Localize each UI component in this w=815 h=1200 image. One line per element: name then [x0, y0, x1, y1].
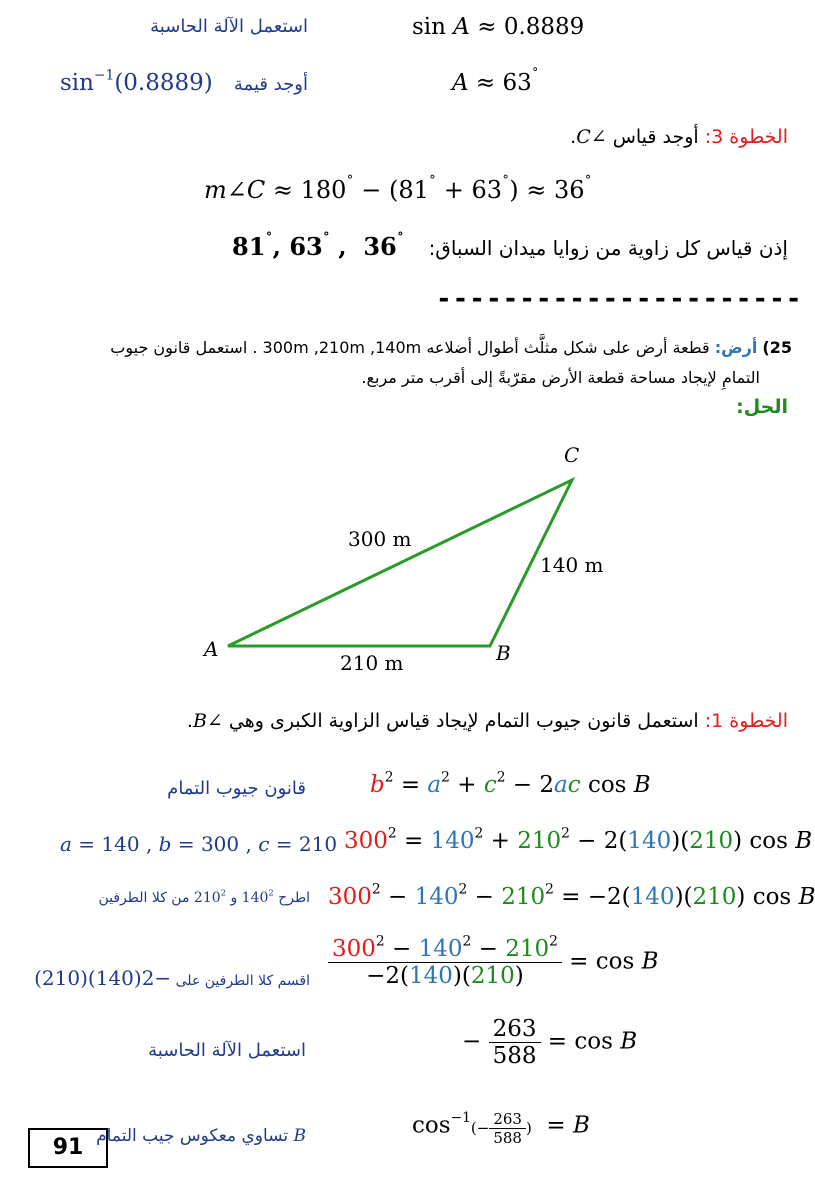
problem-text-1: قطعة أرض على شكل مثلَّث أطوال أضلاعه 300m ,210m ,140m . استعمل قانون جيوب	[110, 338, 710, 357]
divided-eq: $\frac{300^2 - 140^2 - 210^2}{-2(140)(210)}$ = cos B	[328, 936, 659, 989]
problem-line-1	[110, 338, 792, 357]
arcsin-expression: $\sin^{-1}(0.8889)$	[60, 67, 213, 96]
find-value-note: أوجد قيمة	[233, 74, 308, 95]
substituted-eq: $300^2 = 140^2 + 210^2 - 2(140)(210)$ cos B	[344, 825, 813, 854]
sin-a-equation: sin A ≈ 0.8889	[412, 14, 585, 40]
problem-number: 25)	[762, 338, 792, 357]
vertex-a-label: A	[204, 637, 219, 661]
calculator-note: استعمل الآلة الحاسبة	[150, 16, 308, 37]
side-bc-label: 140 m	[540, 553, 604, 577]
step1-text: استعمل قانون جيوب التمام لإيجاد قياس الزاوية الكبرى وهي ∠B.	[186, 710, 699, 732]
subtract-note: اطرح $140^2$ و $210^2$ من كلا الطرفين	[98, 887, 310, 906]
calculator-note-2: استعمل الآلة الحاسبة	[148, 1040, 306, 1061]
divide-note: اقسم كلا الطرفين على −2(140)(210)	[34, 966, 310, 990]
problem-topic: أرض:	[714, 338, 758, 357]
side-ac-label: 300 m	[348, 527, 412, 551]
triangle-shape	[228, 480, 572, 646]
page-number: 91	[28, 1128, 108, 1168]
law-of-cosines-note: قانون جيوب التمام	[167, 778, 306, 799]
step1-label: الخطوة 1:	[704, 710, 788, 732]
angles-answer: 81˚, 63˚ , 36˚	[232, 231, 404, 261]
side-ab-label: 210 m	[340, 651, 404, 675]
divided-fraction: $\frac{300^2 - 140^2 - 210^2}{-2(140)(210)}$	[328, 936, 562, 989]
vertex-c-label: C	[564, 443, 580, 467]
step3-text: أوجد قياس ∠C.	[570, 126, 699, 148]
step1-heading	[187, 710, 788, 732]
step3-heading	[570, 126, 788, 148]
problem-line-2: التمامِ لإيجاد مساحة قطعة الأرض مقرّبةً إلى أقرب متر مربع.	[361, 368, 760, 387]
angle-c-equation: m∠C ≈ 180˚ − (81˚ + 63˚) ≈ 36˚	[204, 175, 592, 204]
triangle-figure	[0, 420, 800, 720]
conclusion-text: إذن قياس كل زاوية من زوايا ميدان السباق:	[428, 236, 788, 260]
subtracted-eq: $300^2 - 140^2 - 210^2 = -2(140)(210)$ cos B	[328, 881, 815, 910]
inverse-cos-note: B تساوي معكوس جيب التمام	[96, 1126, 306, 1146]
side-values-note: a = 140 , b = 300 , c = 210	[60, 832, 338, 856]
step3-label: الخطوة 3:	[704, 126, 788, 148]
cos-b-value-eq: − $\frac{263}{588}$ = cos B	[462, 1016, 638, 1069]
section-separator: ----------------------	[436, 284, 803, 314]
solution-label: الحل:	[736, 396, 788, 418]
vertex-b-label: B	[496, 641, 511, 665]
law-of-cosines-eq: $b^2 = a^2 + c^2 - 2ac$ cos B	[370, 769, 651, 798]
a-approx-equation: A ≈ 63˚	[452, 67, 539, 96]
conclusion-line	[429, 236, 788, 260]
inverse-cos-eq: $\cos^{-1}(-$ $\frac{263}{588}$ ) = B	[412, 1110, 590, 1147]
